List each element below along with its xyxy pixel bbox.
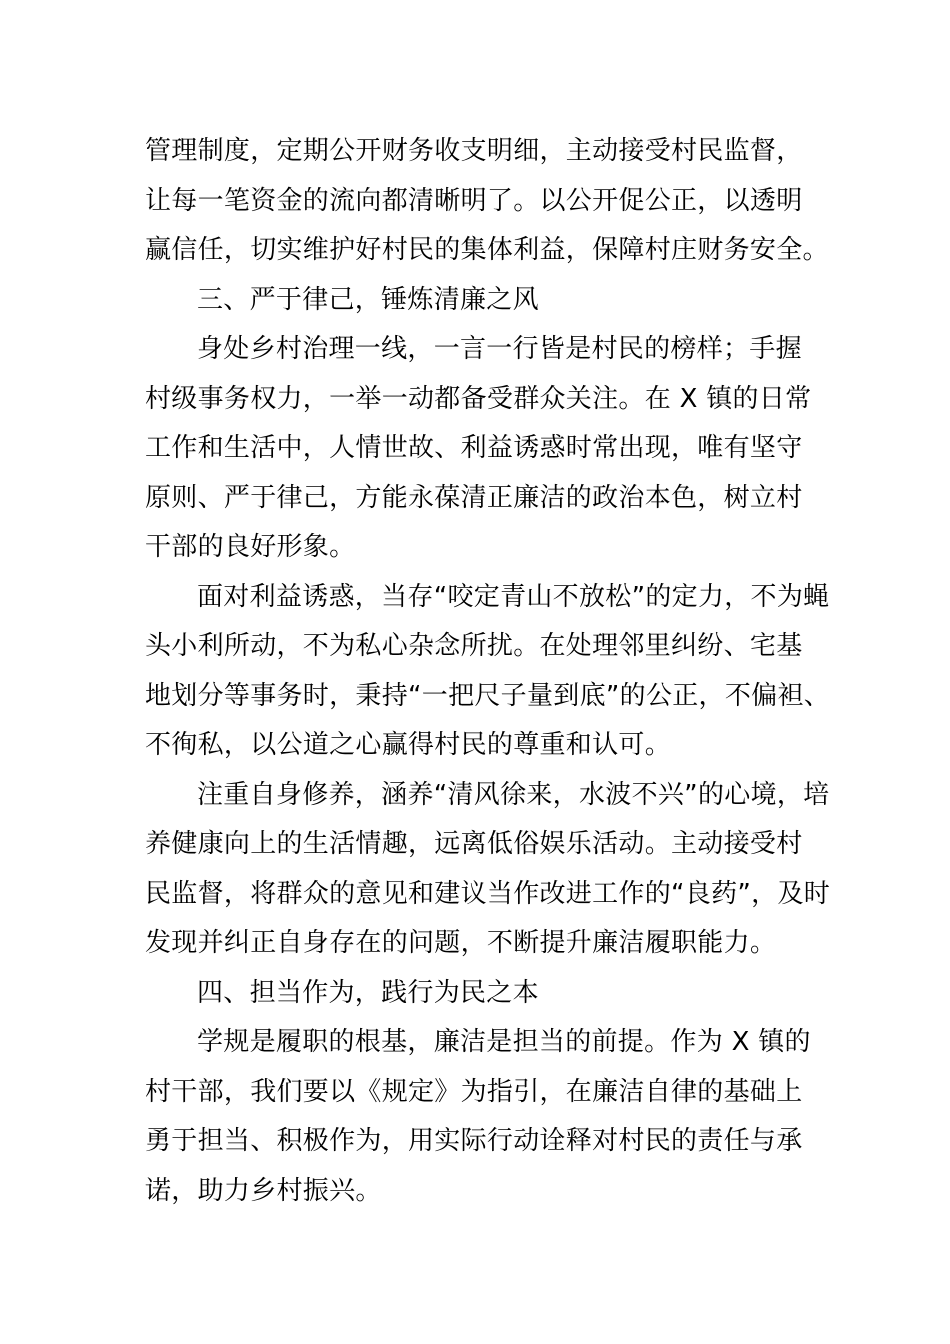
text-line: 干部的良好形象。: [145, 532, 356, 562]
text-line: 四、担当作为，践行为民之本: [197, 977, 539, 1008]
text-line: 身处乡村治理一线，一言一行皆是村民的榜样；手握: [197, 334, 802, 364]
text-line: 民监督，将群众的意见和建议当作改进工作的“良药”，及时: [145, 878, 831, 909]
text-line: 原则、严于律己，方能永葆清正廉洁的政治本色，树立村: [145, 482, 803, 513]
text-line: 工作和生活中，人情世故、利益诱惑时常出现，唯有坚守: [145, 433, 803, 463]
text-line: 养健康向上的生活情趣，远离低俗娱乐活动。主动接受村: [145, 829, 803, 859]
text-line: 地划分等事务时，秉持“一把尺子量到底”的公正，不偏袒、: [145, 680, 831, 711]
body-text: [145, 127, 831, 1216]
text-line: 不徇私，以公道之心赢得村民的尊重和认可。: [145, 730, 672, 760]
text-line: 发现并纠正自身存在的问题，不断提升廉洁履职能力。: [145, 928, 777, 958]
text-line: 学规是履职的根基，廉洁是担当的前提。作为 X 镇的: [197, 1027, 811, 1057]
text-line: 三、严于律己，锤炼清廉之风: [197, 284, 539, 315]
text-line: 管理制度，定期公开财务收支明细，主动接受村民监督，: [145, 136, 803, 166]
text-line: 赢信任，切实维护好村民的集体利益，保障村庄财务安全。: [145, 235, 829, 265]
text-line: 村级事务权力，一举一动都备受群众关注。在 X 镇的日常: [145, 383, 812, 414]
text-line: 诺，助力乡村振兴。: [145, 1175, 382, 1206]
text-line: 村干部，我们要以《规定》为指引，在廉洁自律的基础上: [145, 1076, 803, 1107]
text-line: 让每一笔资金的流向都清晰明了。以公开促公正，以透明: [145, 185, 803, 216]
text-line: 面对利益诱惑，当存“咬定青山不放松”的定力，不为蝇: [197, 581, 830, 612]
text-line: 勇于担当、积极作为，用实际行动诠释对村民的责任与承: [145, 1126, 803, 1156]
text-line: 头小利所动，不为私心杂念所扰。在处理邻里纠纷、宅基: [145, 631, 803, 661]
text-line: 注重自身修养，涵养“清风徐来，水波不兴”的心境，培: [197, 779, 830, 810]
